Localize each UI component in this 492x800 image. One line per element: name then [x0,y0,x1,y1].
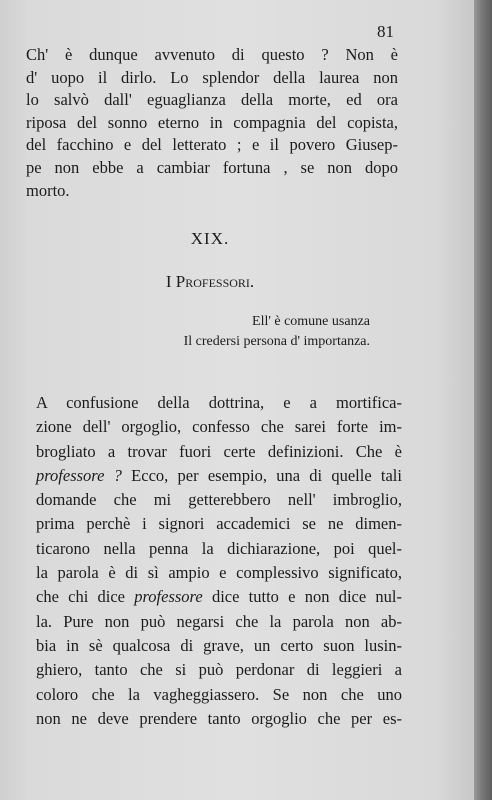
text-line: A confusione della dottrina, e a mortifica- [36,393,402,412]
text-line: la parola è di sì ampio e complessivo significato, [36,563,402,583]
page-edge [474,0,492,800]
text-line: lo salvò dall' eguaglianza della morte, ed ora [26,90,398,110]
text-line: brogliato a trovar fuori certe definizioni. Che è [36,441,402,461]
text-line: la. Pure non può negarsi che la parola non ab- [36,611,402,631]
text-line: coloro che la vagheggiassero. Se non che uno [36,684,402,704]
text-line: pe non ebbe a cambiar fortuna , se non dopo [26,157,398,177]
page-number: 81 [377,22,394,41]
chapter-number: XIX. [190,229,230,248]
text-line: d' uopo il dirlo. Lo splendor della laurea non [26,67,398,87]
text-line [36,585,402,609]
text-line: non ne deve prendere tanto orgoglio che per es- [36,708,402,728]
text-line: bia in sè qualcosa di grave, un certo suon lusin- [36,635,402,655]
italic-term: professore [134,587,203,607]
text-line: zione dell' orgoglio, confesso che sarei forte im- [36,417,402,437]
text-line: domande che mi getterebbero nell' imbroglio, [36,490,402,510]
text-line [36,464,402,488]
chapter-title [0,272,420,292]
italic-term: professore ? [36,465,122,485]
text-line: riposa del sonno eterno in compagnia del copista, [26,112,398,132]
text-line: Ch' è dunque avvenuto di questo ? Non è [26,45,398,64]
epigraph-line: Il credersi persona d' importanza. [183,334,370,349]
text-line: morto. [26,180,70,200]
paragraph-2 [36,391,402,731]
text-line: ticarono nella penna la dichiarazione, poi quel- [36,538,402,558]
text-span: dice tutto e non dice nul- [202,587,402,607]
chapter-title-initial: I P [165,272,186,291]
text-line: prima perchè i signori accademici se ne dimen- [36,514,402,534]
paragraph-1 [26,44,398,202]
epigraph [130,312,370,352]
epigraph-line: Ell' è comune usanza [252,314,370,329]
text-span: che chi dice [36,587,135,607]
text-line: ghiero, tanto che si può perdonar di leggieri a [36,660,402,680]
text-line: del facchino e del letterato ; e il povero Giusep- [26,135,398,155]
chapter-title-rest: rofessori. [185,272,255,291]
text-span: Ecco, per esempio, una di quelle tali [121,465,402,485]
